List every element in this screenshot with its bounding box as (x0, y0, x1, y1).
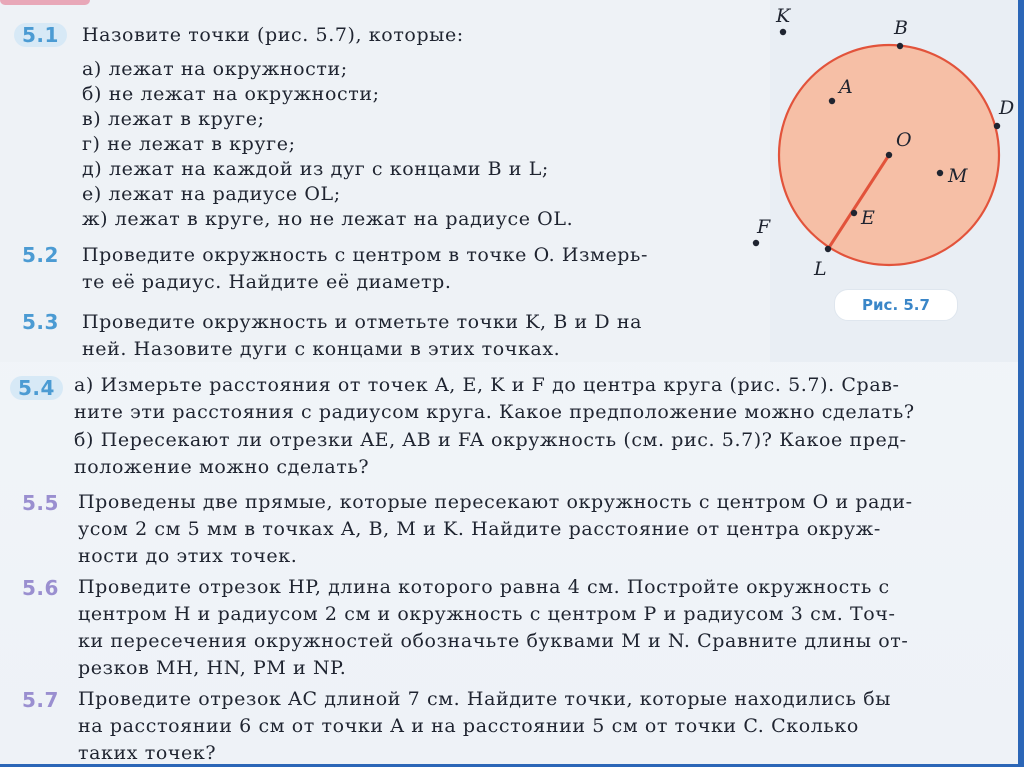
problem-5-7-line: Проведите отрезок AC длиной 7 см. Найдите точки, которые находились бы (78, 688, 892, 710)
problem-number-5-3: 5.3 (22, 310, 59, 334)
problem-5-1-line: г) не лежат в круге; (82, 133, 296, 155)
problem-5-1-line: Назовите точки (рис. 5.7), которые: (82, 24, 464, 46)
problem-5-4-line: ните эти расстояния с радиусом круга. Какое предположение можно сделать? (74, 401, 915, 423)
problem-number-5-4: 5.4 (10, 376, 63, 400)
point-d (994, 123, 1000, 129)
problem-5-1-line: а) лежат на окружности; (82, 58, 348, 80)
problem-number-5-7: 5.7 (22, 688, 59, 712)
problem-5-4-line: б) Пересекают ли отрезки AE, AB и FA окружность (см. рис. 5.7)? Какое пред- (74, 429, 907, 451)
point-a (829, 98, 835, 104)
problem-5-6-line: резков MH, HN, PM и NP. (78, 657, 347, 679)
problem-5-4-line: а) Измерьте расстояния от точек A, E, K и F до центра круга (рис. 5.7). Срав- (74, 374, 900, 396)
figure-caption: Рис. 5.7 (834, 289, 958, 321)
problem-number-5-1: 5.1 (14, 23, 67, 47)
problem-number-5-5: 5.5 (22, 491, 59, 515)
label-e: E (861, 207, 875, 229)
problem-5-5-line: усом 2 см 5 мм в точках A, B, M и K. Найдите расстояние от центра окруж- (78, 518, 881, 540)
point-f (753, 240, 759, 246)
problem-5-1-line: е) лежат на радиусе OL; (82, 183, 341, 205)
problem-5-5-line: ности до этих точек. (78, 545, 298, 567)
point-l (825, 246, 831, 252)
label-f: F (757, 216, 771, 238)
point-k (780, 29, 786, 35)
label-m: M (948, 165, 968, 187)
problem-number-5-2: 5.2 (22, 243, 59, 267)
problem-5-4-line: положение можно сделать? (74, 456, 370, 478)
point-e (851, 210, 857, 216)
label-a: A (839, 76, 853, 98)
problem-number-5-6: 5.6 (22, 576, 59, 600)
problem-5-1-line: д) лежат на каждой из дуг с концами B и L; (82, 158, 549, 180)
point-o (886, 152, 892, 158)
problem-5-1-line: б) не лежат на окружности; (82, 83, 380, 105)
problem-5-3-line: ней. Назовите дуги с концами в этих точках. (82, 338, 561, 360)
top-page-edge (0, 0, 90, 5)
point-m (937, 170, 943, 176)
problem-5-2-line: Проведите окружность с центром в точке O. Измерь- (82, 244, 649, 266)
problem-5-6-line: ки пересечения окружностей обозначьте буквами M и N. Сравните длины от- (78, 630, 909, 652)
problem-5-6-line: центром H и радиусом 2 см и окружность с центром P и радиусом 3 см. Точ- (78, 603, 896, 625)
problem-5-2-line: те её радиус. Найдите её диаметр. (82, 271, 452, 293)
label-o: O (896, 129, 912, 151)
label-l: L (814, 258, 827, 280)
point-b (897, 43, 903, 49)
problem-5-3-line: Проведите окружность и отметьте точки K, B и D на (82, 311, 643, 333)
problem-5-1-line: ж) лежат в круге, но не лежат на радиусе OL. (82, 208, 574, 230)
label-d: D (999, 97, 1015, 119)
problem-5-1-line: в) лежат в круге; (82, 108, 265, 130)
label-b: B (894, 17, 908, 39)
problem-5-7-line: на расстоянии 6 см от точки A и на расстоянии 5 см от точки C. Сколько (78, 715, 859, 737)
figure-5-7-diagram (740, 0, 1024, 330)
problem-5-7-line: таких точек? (78, 742, 217, 764)
label-k: K (776, 5, 791, 27)
problem-5-6-line: Проведите отрезок HP, длина которого равна 4 см. Постройте окружность с (78, 576, 890, 598)
problem-5-5-line: Проведены две прямые, которые пересекают окружность с центром O и ради- (78, 491, 913, 513)
